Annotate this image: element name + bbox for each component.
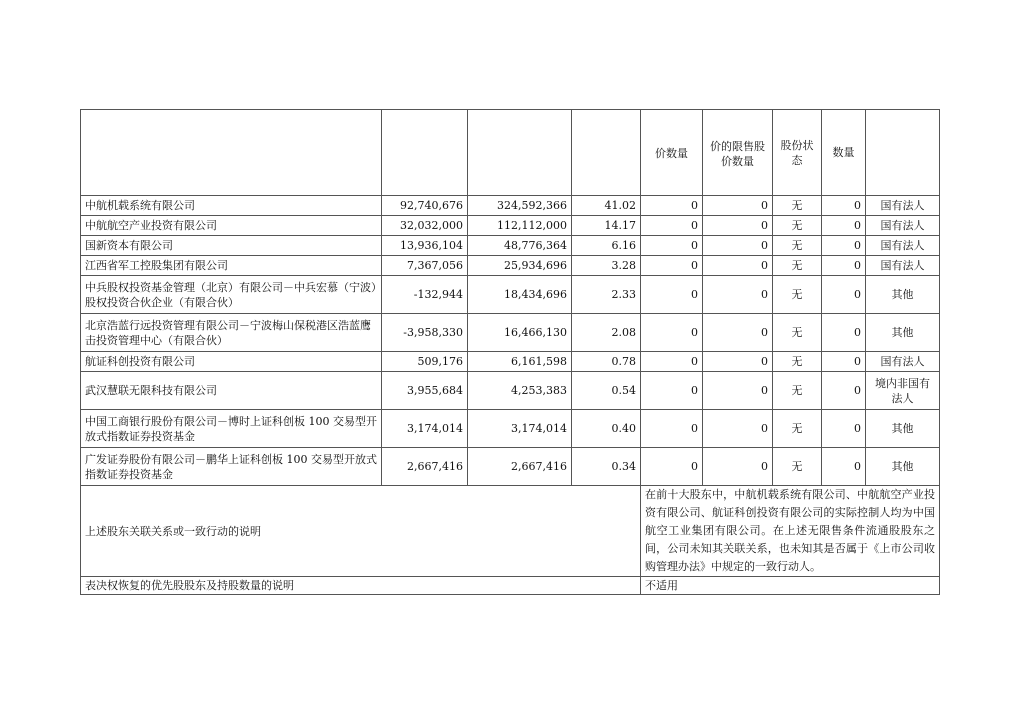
header-cell-restricted: 价数量 <box>641 110 703 196</box>
restricted-incl-shares: 0 <box>703 276 773 314</box>
change-amount: -3,958,330 <box>382 314 468 352</box>
preferred-note-row <box>81 577 940 595</box>
holding-percent: 3.28 <box>572 256 641 276</box>
shareholder-nature: 其他 <box>866 448 940 486</box>
table-row <box>81 314 940 352</box>
change-amount: -132,944 <box>382 276 468 314</box>
shares-held: 2,667,416 <box>468 448 572 486</box>
shares-held: 48,776,364 <box>468 236 572 256</box>
restricted-incl-shares: 0 <box>703 256 773 276</box>
change-amount: 13,936,104 <box>382 236 468 256</box>
header-cell-restricted-incl: 价的限售股价数量 <box>703 110 773 196</box>
header-cell-name <box>81 110 382 196</box>
pledge-quantity: 0 <box>822 314 866 352</box>
shareholder-name: 国新资本有限公司 <box>81 236 382 256</box>
preferred-note-label: 表决权恢复的优先股股东及持股数量的说明 <box>81 577 641 595</box>
change-amount: 2,667,416 <box>382 448 468 486</box>
pledge-quantity: 0 <box>822 448 866 486</box>
pledge-quantity: 0 <box>822 216 866 236</box>
restricted-shares: 0 <box>641 216 703 236</box>
restricted-incl-shares: 0 <box>703 352 773 372</box>
pledge-quantity: 0 <box>822 196 866 216</box>
restricted-shares: 0 <box>641 372 703 410</box>
pledge-quantity: 0 <box>822 352 866 372</box>
restricted-incl-shares: 0 <box>703 448 773 486</box>
pledge-quantity: 0 <box>822 256 866 276</box>
shareholder-nature: 国有法人 <box>866 216 940 236</box>
shareholder-nature: 国有法人 <box>866 256 940 276</box>
header-cell-held <box>468 110 572 196</box>
restricted-incl-shares: 0 <box>703 314 773 352</box>
table-row <box>81 448 940 486</box>
holding-percent: 2.08 <box>572 314 641 352</box>
change-amount: 3,955,684 <box>382 372 468 410</box>
shareholder-nature: 国有法人 <box>866 236 940 256</box>
restricted-shares: 0 <box>641 352 703 372</box>
restricted-shares: 0 <box>641 314 703 352</box>
shareholder-name: 北京浩蓝行远投资管理有限公司－宁波梅山保税港区浩蓝鹰击投资管理中心（有限合伙） <box>81 314 382 352</box>
pledge-quantity: 0 <box>822 372 866 410</box>
pledge-status: 无 <box>773 216 822 236</box>
shareholder-name: 航证科创投资有限公司 <box>81 352 382 372</box>
holding-percent: 0.40 <box>572 410 641 448</box>
shareholder-nature: 国有法人 <box>866 352 940 372</box>
holding-percent: 0.78 <box>572 352 641 372</box>
pledge-status: 无 <box>773 256 822 276</box>
header-cell-nature <box>866 110 940 196</box>
pledge-status: 无 <box>773 372 822 410</box>
restricted-incl-shares: 0 <box>703 410 773 448</box>
shares-held: 324,592,366 <box>468 196 572 216</box>
shareholder-nature: 其他 <box>866 410 940 448</box>
shares-held: 18,434,696 <box>468 276 572 314</box>
pledge-status: 无 <box>773 410 822 448</box>
pledge-status: 无 <box>773 448 822 486</box>
holding-percent: 6.16 <box>572 236 641 256</box>
table-row <box>81 410 940 448</box>
change-amount: 92,740,676 <box>382 196 468 216</box>
shareholder-name: 中航航空产业投资有限公司 <box>81 216 382 236</box>
header-cell-share-status: 股份状态 <box>773 110 822 196</box>
shareholder-nature: 其他 <box>866 314 940 352</box>
shareholder-name: 江西省军工控股集团有限公司 <box>81 256 382 276</box>
relation-note-label: 上述股东关联关系或一致行动的说明 <box>81 486 641 577</box>
shares-held: 4,253,383 <box>468 372 572 410</box>
table-row <box>81 196 940 216</box>
pledge-quantity: 0 <box>822 276 866 314</box>
holding-percent: 14.17 <box>572 216 641 236</box>
change-amount: 7,367,056 <box>382 256 468 276</box>
table-row <box>81 352 940 372</box>
shares-held: 25,934,696 <box>468 256 572 276</box>
pledge-quantity: 0 <box>822 410 866 448</box>
holding-percent: 2.33 <box>572 276 641 314</box>
header-cell-change <box>382 110 468 196</box>
restricted-shares: 0 <box>641 236 703 256</box>
shareholder-name: 中国工商银行股份有限公司－博时上证科创板 100 交易型开放式指数证券投资基金 <box>81 410 382 448</box>
table-row <box>81 216 940 236</box>
pledge-status: 无 <box>773 276 822 314</box>
shareholder-name: 广发证券股份有限公司－鹏华上证科创板 100 交易型开放式指数证券投资基金 <box>81 448 382 486</box>
table-row <box>81 236 940 256</box>
shareholder-nature: 国有法人 <box>866 196 940 216</box>
restricted-shares: 0 <box>641 256 703 276</box>
holding-percent: 41.02 <box>572 196 641 216</box>
table-row <box>81 276 940 314</box>
change-amount: 509,176 <box>382 352 468 372</box>
holding-percent: 0.54 <box>572 372 641 410</box>
relation-note-row <box>81 486 940 577</box>
shares-held: 3,174,014 <box>468 410 572 448</box>
shareholder-name: 中兵股权投资基金管理（北京）有限公司－中兵宏慕（宁波）股权投资合伙企业（有限合伙） <box>81 276 382 314</box>
pledge-quantity: 0 <box>822 236 866 256</box>
header-cell-pct <box>572 110 641 196</box>
header-cell-quantity: 数量 <box>822 110 866 196</box>
restricted-incl-shares: 0 <box>703 236 773 256</box>
restricted-incl-shares: 0 <box>703 216 773 236</box>
shares-held: 6,161,598 <box>468 352 572 372</box>
shareholder-nature: 其他 <box>866 276 940 314</box>
shareholder-name: 武汉慧联无限科技有限公司 <box>81 372 382 410</box>
restricted-shares: 0 <box>641 276 703 314</box>
pledge-status: 无 <box>773 196 822 216</box>
relation-note-text: 在前十大股东中，中航机载系统有限公司、中航航空产业投资有限公司、航证科创投资有限公司的实际控制人均为中国航空工业集团有限公司。在上述无限售条件流通股股东之间，公司未知其关联关系，也未知其是否属于《上市公司收购管理办法》中规定的一致行动人。 <box>641 486 940 577</box>
shares-held: 112,112,000 <box>468 216 572 236</box>
table-row <box>81 372 940 410</box>
holding-percent: 0.34 <box>572 448 641 486</box>
shareholders-table <box>80 109 940 595</box>
shareholder-name: 中航机载系统有限公司 <box>81 196 382 216</box>
pledge-status: 无 <box>773 352 822 372</box>
pledge-status: 无 <box>773 236 822 256</box>
restricted-shares: 0 <box>641 410 703 448</box>
restricted-shares: 0 <box>641 448 703 486</box>
pledge-status: 无 <box>773 314 822 352</box>
table-row <box>81 256 940 276</box>
restricted-shares: 0 <box>641 196 703 216</box>
table-header-row <box>81 110 940 196</box>
restricted-incl-shares: 0 <box>703 196 773 216</box>
change-amount: 3,174,014 <box>382 410 468 448</box>
shareholder-nature: 境内非国有法人 <box>866 372 940 410</box>
shares-held: 16,466,130 <box>468 314 572 352</box>
change-amount: 32,032,000 <box>382 216 468 236</box>
restricted-incl-shares: 0 <box>703 372 773 410</box>
preferred-note-text: 不适用 <box>641 577 940 595</box>
